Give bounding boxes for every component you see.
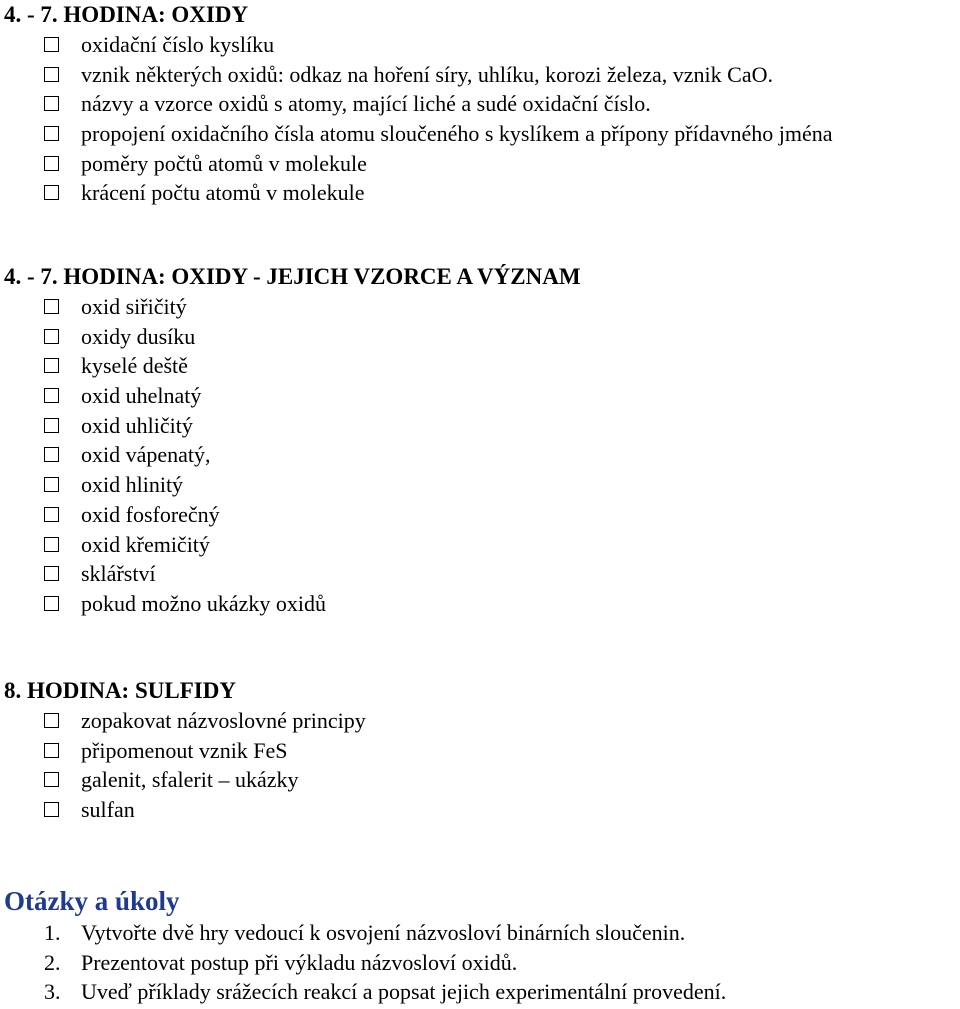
list-item: kyselé deště <box>0 351 960 381</box>
numbered-list <box>0 918 960 1007</box>
checkbox-icon <box>44 96 59 111</box>
list-item: připomenout vznik FeS <box>0 736 960 766</box>
checkbox-icon <box>44 772 59 787</box>
checkbox-icon <box>44 507 59 522</box>
checkbox-icon <box>44 477 59 492</box>
list-item: 2. Prezentovat postup při výkladu názvosloví oxidů. <box>0 948 960 978</box>
section-questions <box>0 884 960 1007</box>
list-item: poměry počtů atomů v molekule <box>0 149 960 179</box>
item-number: 3. <box>44 979 61 1005</box>
checkbox-icon <box>44 566 59 581</box>
checkbox-icon <box>44 743 59 758</box>
checklist <box>0 292 960 619</box>
list-item: pokud možno ukázky oxidů <box>0 589 960 619</box>
list-item: názvy a vzorce oxidů s atomy, mající liché a sudé oxidační číslo. <box>0 89 960 119</box>
list-item: oxidy dusíku <box>0 322 960 352</box>
list-item: sulfan <box>0 795 960 825</box>
checkbox-icon <box>44 299 59 314</box>
checkbox-icon <box>44 802 59 817</box>
list-item: vznik některých oxidů: odkaz na hoření síry, uhlíku, korozi železa, vznik CaO. <box>0 60 960 90</box>
section-heading: 8. HODINA: SULFIDY <box>4 678 236 703</box>
checkbox-icon <box>44 418 59 433</box>
section-heading: 4. - 7. HODINA: OXIDY - JEJICH VZORCE A VÝZNAM <box>4 264 581 289</box>
checkbox-icon <box>44 185 59 200</box>
checklist <box>0 30 960 208</box>
checkbox-icon <box>44 358 59 373</box>
list-item: galenit, sfalerit – ukázky <box>0 765 960 795</box>
checkbox-icon <box>44 329 59 344</box>
list-item: krácení počtu atomů v molekule <box>0 178 960 208</box>
list-item: oxid uhelnatý <box>0 381 960 411</box>
checkbox-icon <box>44 713 59 728</box>
checkbox-icon <box>44 67 59 82</box>
list-item: oxid křemičitý <box>0 530 960 560</box>
item-number: 2. <box>44 949 61 975</box>
checkbox-icon <box>44 447 59 462</box>
section-oxidy-vzorce <box>0 262 960 619</box>
list-item: oxid fosforečný <box>0 500 960 530</box>
list-item: 3. Uveď příklady srážecích reakcí a popsat jejich experimentální provedení. <box>0 977 960 1007</box>
checkbox-icon <box>44 37 59 52</box>
list-item: oxid uhličitý <box>0 411 960 441</box>
section-sulfidy <box>0 676 960 825</box>
list-item: oxid vápenatý, <box>0 440 960 470</box>
list-item: oxid hlinitý <box>0 470 960 500</box>
checkbox-icon <box>44 156 59 171</box>
list-item: zopakovat názvoslovné principy <box>0 706 960 736</box>
list-item: propojení oxidačního čísla atomu sloučeného s kyslíkem a přípony přídavného jména <box>0 119 960 149</box>
item-number: 1. <box>44 920 61 945</box>
list-item: oxid siřičitý <box>0 292 960 322</box>
section-heading: 4. - 7. HODINA: OXIDY <box>4 2 249 27</box>
list-item: sklářství <box>0 559 960 589</box>
checklist <box>0 706 960 825</box>
questions-title: Otázky a úkoly <box>4 886 180 916</box>
list-item: 1. Vytvořte dvě hry vedoucí k osvojení názvosloví binárních sloučenin. <box>0 918 960 948</box>
list-item: oxidační číslo kyslíku <box>0 30 960 60</box>
checkbox-icon <box>44 596 59 611</box>
section-oxidy <box>0 0 960 208</box>
checkbox-icon <box>44 388 59 403</box>
checkbox-icon <box>44 537 59 552</box>
checkbox-icon <box>44 126 59 141</box>
